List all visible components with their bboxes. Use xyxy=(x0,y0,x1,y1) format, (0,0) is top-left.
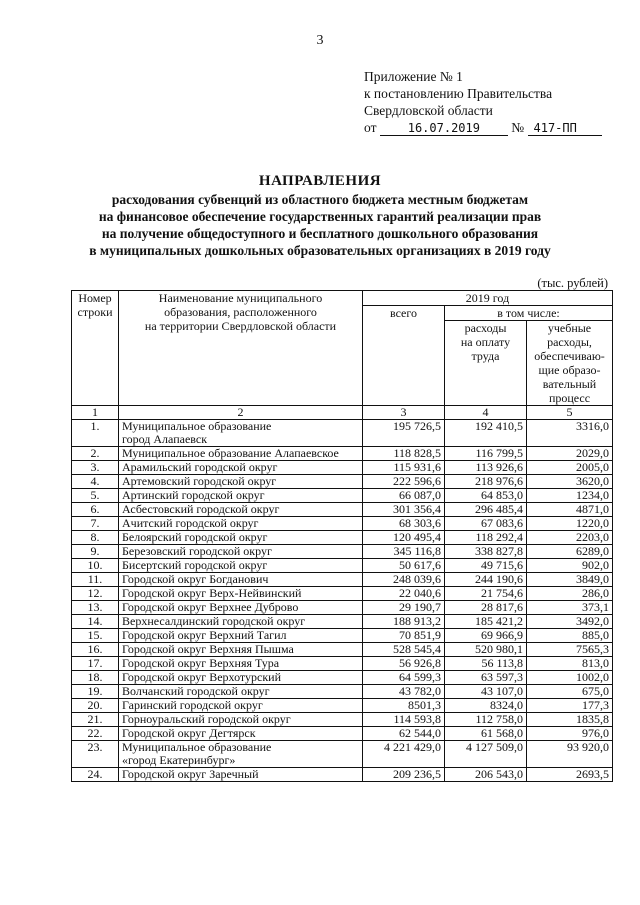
educational-costs-value: 902,0 xyxy=(527,559,613,573)
labor-costs-value: 185 421,2 xyxy=(445,615,527,629)
row-number: 8. xyxy=(72,531,119,545)
educational-costs-value: 177,3 xyxy=(527,699,613,713)
municipality-name-line: «город Екатеринбург» xyxy=(122,753,236,767)
appendix-resolution: к постановлению Правительства xyxy=(364,86,553,101)
labor-costs-value: 338 827,8 xyxy=(445,545,527,559)
municipality-name xyxy=(119,461,363,475)
column-index: 2 xyxy=(119,406,363,420)
educational-costs-value: 6289,0 xyxy=(527,545,613,559)
municipality-name-line: Муниципальное образование xyxy=(122,740,272,754)
labor-costs-value: 116 799,5 xyxy=(445,447,527,461)
municipality-name-line: Муниципальное образование Алапаевское xyxy=(122,446,339,460)
municipality-name xyxy=(119,657,363,671)
total-value: 301 356,4 xyxy=(363,503,445,517)
municipality-name xyxy=(119,503,363,517)
table-row xyxy=(72,671,613,685)
title-line: на финансовое обеспечение государственных гарантий реализации прав xyxy=(98,209,542,224)
municipality-name-line: Верхнесалдинский городской округ xyxy=(122,614,306,628)
educational-costs-value: 1220,0 xyxy=(527,517,613,531)
table-row xyxy=(72,643,613,657)
total-value: 248 039,6 xyxy=(363,573,445,587)
total-value: 345 116,8 xyxy=(363,545,445,559)
total-value: 188 913,2 xyxy=(363,615,445,629)
labor-costs-value: 244 190,6 xyxy=(445,573,527,587)
header-educational-costs: учебные расходы, обеспечиваю- щие образо- вательный процесс xyxy=(527,321,613,406)
appendix-region: Свердловской области xyxy=(364,103,493,118)
header-row-number: Номер строки xyxy=(72,291,119,406)
educational-costs-value: 4871,0 xyxy=(527,503,613,517)
header-municipality-name: Наименование муниципального образования, расположенного на территории Свердловской области xyxy=(119,291,363,406)
table-row xyxy=(72,699,613,713)
row-number: 7. xyxy=(72,517,119,531)
total-value: 43 782,0 xyxy=(363,685,445,699)
row-number: 2. xyxy=(72,447,119,461)
municipality-name xyxy=(119,699,363,713)
header-labor-costs: расходы на оплату труда xyxy=(445,321,527,406)
title-line: на получение общедоступного и бесплатного дошкольного образования xyxy=(101,226,539,241)
municipality-name-line: Муниципальное образование xyxy=(122,419,272,433)
municipality-name-line: Бисертский городской округ xyxy=(122,558,268,572)
labor-costs-value: 69 966,9 xyxy=(445,629,527,643)
from-label: от xyxy=(364,120,377,135)
municipality-name xyxy=(119,727,363,741)
row-number: 13. xyxy=(72,601,119,615)
municipality-name-line: Артинский городской округ xyxy=(122,488,265,502)
total-value: 29 190,7 xyxy=(363,601,445,615)
municipality-name xyxy=(119,768,363,782)
table-row xyxy=(72,587,613,601)
educational-costs-value: 3492,0 xyxy=(527,615,613,629)
header-year: 2019 год xyxy=(363,291,613,306)
column-index: 4 xyxy=(445,406,527,420)
table-row xyxy=(72,475,613,489)
table-row xyxy=(72,503,613,517)
municipality-name xyxy=(119,447,363,461)
total-value: 56 926,8 xyxy=(363,657,445,671)
municipality-name-line: Асбестовский городской округ xyxy=(122,502,280,516)
municipality-name xyxy=(119,741,363,768)
row-number: 22. xyxy=(72,727,119,741)
row-number: 16. xyxy=(72,643,119,657)
municipality-name xyxy=(119,615,363,629)
resolution-date: 16.07.2019 xyxy=(380,121,508,136)
municipality-name xyxy=(119,531,363,545)
appendix-title: Приложение № 1 xyxy=(364,69,463,84)
column-index: 1 xyxy=(72,406,119,420)
table-row xyxy=(72,615,613,629)
row-number: 24. xyxy=(72,768,119,782)
labor-costs-value: 64 853,0 xyxy=(445,489,527,503)
labor-costs-value: 192 410,5 xyxy=(445,420,527,447)
educational-costs-value: 373,1 xyxy=(527,601,613,615)
total-value: 68 303,6 xyxy=(363,517,445,531)
educational-costs-value: 1234,0 xyxy=(527,489,613,503)
municipality-name xyxy=(119,559,363,573)
header-including: в том числе: xyxy=(445,306,613,321)
municipality-name xyxy=(119,475,363,489)
title-line: в муниципальных дошкольных образовательных организациях в 2019 году xyxy=(89,243,551,258)
labor-costs-value: 28 817,6 xyxy=(445,601,527,615)
total-value: 222 596,6 xyxy=(363,475,445,489)
municipality-name xyxy=(119,545,363,559)
row-number: 18. xyxy=(72,671,119,685)
row-number: 15. xyxy=(72,629,119,643)
municipality-name xyxy=(119,601,363,615)
labor-costs-value: 8324,0 xyxy=(445,699,527,713)
row-number: 23. xyxy=(72,741,119,768)
table-row xyxy=(72,517,613,531)
labor-costs-value: 61 568,0 xyxy=(445,727,527,741)
municipality-name xyxy=(119,420,363,447)
total-value: 50 617,6 xyxy=(363,559,445,573)
educational-costs-value: 2203,0 xyxy=(527,531,613,545)
total-value: 70 851,9 xyxy=(363,629,445,643)
table-row xyxy=(72,461,613,475)
number-label: № xyxy=(511,120,525,135)
municipality-name xyxy=(119,685,363,699)
municipality-name-line: Городской округ Верхнее Дуброво xyxy=(122,600,299,614)
row-number: 21. xyxy=(72,713,119,727)
educational-costs-value: 675,0 xyxy=(527,685,613,699)
educational-costs-value: 1002,0 xyxy=(527,671,613,685)
educational-costs-value: 286,0 xyxy=(527,587,613,601)
total-value: 118 828,5 xyxy=(363,447,445,461)
table-row xyxy=(72,573,613,587)
educational-costs-value: 3316,0 xyxy=(527,420,613,447)
table-row xyxy=(72,531,613,545)
total-value: 4 221 429,0 xyxy=(363,741,445,768)
row-number: 20. xyxy=(72,699,119,713)
municipality-name-line: Волчанский городской округ xyxy=(122,684,270,698)
educational-costs-value: 2693,5 xyxy=(527,768,613,782)
municipality-name xyxy=(119,489,363,503)
educational-costs-value: 976,0 xyxy=(527,727,613,741)
municipality-name xyxy=(119,573,363,587)
educational-costs-value: 2029,0 xyxy=(527,447,613,461)
table-row xyxy=(72,685,613,699)
row-number: 4. xyxy=(72,475,119,489)
municipality-name-line: Ачитский городской округ xyxy=(122,516,259,530)
header-total: всего xyxy=(363,306,445,406)
table-row xyxy=(72,559,613,573)
municipality-name-line: Городской округ Богданович xyxy=(122,572,269,586)
labor-costs-value: 218 976,6 xyxy=(445,475,527,489)
table-row xyxy=(72,727,613,741)
educational-costs-value: 93 920,0 xyxy=(527,741,613,768)
municipality-name xyxy=(119,517,363,531)
municipality-name-line: Гаринский городской округ xyxy=(122,698,263,712)
labor-costs-value: 113 926,6 xyxy=(445,461,527,475)
labor-costs-value: 49 715,6 xyxy=(445,559,527,573)
municipality-name-line: Городской округ Верхняя Пышма xyxy=(122,642,294,656)
row-number: 10. xyxy=(72,559,119,573)
municipality-name-line: город Алапаевск xyxy=(122,432,208,446)
total-value: 8501,3 xyxy=(363,699,445,713)
table-row xyxy=(72,447,613,461)
educational-costs-value: 3849,0 xyxy=(527,573,613,587)
row-number: 14. xyxy=(72,615,119,629)
column-index: 3 xyxy=(363,406,445,420)
title-heading: НАПРАВЛЕНИЯ xyxy=(258,173,382,189)
labor-costs-value: 43 107,0 xyxy=(445,685,527,699)
labor-costs-value: 112 758,0 xyxy=(445,713,527,727)
table-row xyxy=(72,601,613,615)
municipality-name-line: Городской округ Верхотурский xyxy=(122,670,282,684)
table-row xyxy=(72,741,613,768)
educational-costs-value: 2005,0 xyxy=(527,461,613,475)
row-number: 9. xyxy=(72,545,119,559)
subsidies-table xyxy=(71,290,613,782)
table-row xyxy=(72,420,613,447)
total-value: 22 040,6 xyxy=(363,587,445,601)
table-row xyxy=(72,545,613,559)
labor-costs-value: 4 127 509,0 xyxy=(445,741,527,768)
municipality-name-line: Арамильский городской округ xyxy=(122,460,278,474)
row-number: 3. xyxy=(72,461,119,475)
row-number: 5. xyxy=(72,489,119,503)
row-number: 11. xyxy=(72,573,119,587)
municipality-name xyxy=(119,713,363,727)
municipality-name-line: Городской округ Дегтярск xyxy=(122,726,256,740)
total-value: 120 495,4 xyxy=(363,531,445,545)
row-number: 1. xyxy=(72,420,119,447)
total-value: 195 726,5 xyxy=(363,420,445,447)
table-row xyxy=(72,629,613,643)
educational-costs-value: 7565,3 xyxy=(527,643,613,657)
municipality-name-line: Городской округ Верхний Тагил xyxy=(122,628,287,642)
table-row xyxy=(72,713,613,727)
labor-costs-value: 118 292,4 xyxy=(445,531,527,545)
labor-costs-value: 63 597,3 xyxy=(445,671,527,685)
municipality-name-line: Белоярский городской округ xyxy=(122,530,268,544)
municipality-name xyxy=(119,587,363,601)
total-value: 64 599,3 xyxy=(363,671,445,685)
column-index-row xyxy=(72,406,613,420)
resolution-number: 417-ПП xyxy=(528,121,602,136)
educational-costs-value: 1835,8 xyxy=(527,713,613,727)
municipality-name-line: Артемовский городской округ xyxy=(122,474,277,488)
municipality-name xyxy=(119,643,363,657)
column-index: 5 xyxy=(527,406,613,420)
document-title xyxy=(0,172,640,259)
total-value: 115 931,6 xyxy=(363,461,445,475)
municipality-name-line: Городской округ Верхняя Тура xyxy=(122,656,280,670)
appendix-block xyxy=(364,68,602,136)
municipality-name-line: Березовский городской округ xyxy=(122,544,272,558)
total-value: 528 545,4 xyxy=(363,643,445,657)
row-number: 19. xyxy=(72,685,119,699)
municipality-name xyxy=(119,671,363,685)
educational-costs-value: 885,0 xyxy=(527,629,613,643)
row-number: 17. xyxy=(72,657,119,671)
municipality-name xyxy=(119,629,363,643)
table-row xyxy=(72,489,613,503)
appendix-date-line xyxy=(364,119,602,136)
total-value: 66 087,0 xyxy=(363,489,445,503)
table-row xyxy=(72,768,613,782)
title-line: расходования субвенций из областного бюджета местным бюджетам xyxy=(111,192,529,207)
educational-costs-value: 3620,0 xyxy=(527,475,613,489)
municipality-name-line: Городской округ Заречный xyxy=(122,767,259,781)
table-body xyxy=(72,420,613,782)
units-label: (тыс. рублей) xyxy=(537,276,608,290)
municipality-name-line: Горноуральский городской округ xyxy=(122,712,291,726)
total-value: 209 236,5 xyxy=(363,768,445,782)
labor-costs-value: 67 083,6 xyxy=(445,517,527,531)
total-value: 62 544,0 xyxy=(363,727,445,741)
labor-costs-value: 206 543,0 xyxy=(445,768,527,782)
labor-costs-value: 56 113,8 xyxy=(445,657,527,671)
table-row xyxy=(72,657,613,671)
page-number: 3 xyxy=(316,33,324,48)
educational-costs-value: 813,0 xyxy=(527,657,613,671)
municipality-name-line: Городской округ Верх-Нейвинский xyxy=(122,586,302,600)
labor-costs-value: 296 485,4 xyxy=(445,503,527,517)
labor-costs-value: 21 754,6 xyxy=(445,587,527,601)
total-value: 114 593,8 xyxy=(363,713,445,727)
row-number: 6. xyxy=(72,503,119,517)
row-number: 12. xyxy=(72,587,119,601)
labor-costs-value: 520 980,1 xyxy=(445,643,527,657)
